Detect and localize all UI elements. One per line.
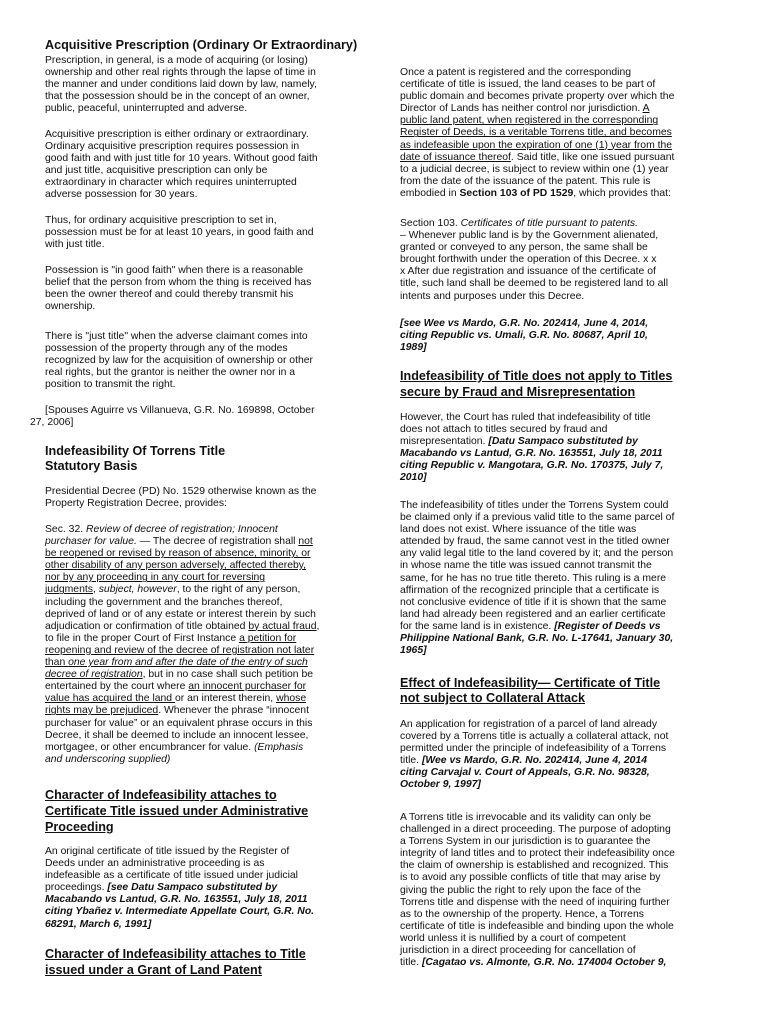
text-run: than	[45, 657, 69, 669]
text-line: permitted under the principle of indefeasibility of a Torrens	[400, 743, 667, 755]
text-line: indefeasible as a certificate of title issued under judicial	[45, 870, 298, 882]
text-run: judgments	[45, 584, 93, 596]
text-line: the claim of ownership is established and recognized. This	[400, 860, 669, 872]
text-run: . Whenever the phrase “innocent	[158, 705, 309, 717]
text-line: – Whenever public land is by the Government alienated,	[400, 230, 659, 242]
text-line: the manner and under conditions laid down by law, namely,	[45, 79, 317, 91]
heading-admin-proceeding-1: Character of Indefeasibility attaches to	[45, 788, 277, 802]
paragraph-pd1529	[45, 486, 316, 510]
text-line: Possession is "in good faith" when there is a reasonable	[45, 265, 304, 276]
text-line: Macabando vs Lantud, G.R. No. 163551, July 18, 2011	[45, 894, 308, 906]
text-line: good faith and with just title for 10 years. Without good faith	[45, 153, 318, 165]
text-run: Sec. 32.	[45, 524, 87, 535]
text-line: Presidential Decree (PD) No. 1529 otherwise known as the	[45, 486, 317, 497]
text-run: misrepresentation.	[400, 436, 489, 448]
text-line: public land patent, when registered in the corresponding	[400, 115, 659, 127]
text-line: Thus, for ordinary acquisitive prescription to set in,	[45, 215, 277, 226]
heading-admin-proceeding-2: Certificate Title issued under Administrative	[45, 804, 309, 818]
heading-collateral-attack-1: Effect of Indefeasibility— Certificate of Title	[400, 676, 661, 690]
text-line: Register of Deeds, is a veritable Torrens title, and becomes	[400, 127, 672, 139]
text-line: purchaser for value” or an equivalent phrase occurs in this	[45, 717, 313, 729]
text-line: certificate of title is indefeasible and binding upon the whole	[400, 920, 674, 932]
text-run: an innocent purchaser for	[188, 681, 307, 693]
paragraph-prescription-definition	[45, 55, 317, 115]
text-line: 2010]	[400, 472, 427, 484]
text-line: Acquisitive prescription is either ordinary or extraordinary.	[45, 129, 309, 140]
text-line: possession must be for at least 10 years, in good faith and	[45, 227, 314, 239]
text-line: in whose name the title was issued cannot transmit the	[400, 560, 652, 572]
text-line: possession of the property through any of the modes	[45, 343, 288, 355]
text-run: subject, however	[98, 584, 177, 596]
text-line: as to the ownership of the property. Hence, a Torrens	[400, 908, 644, 920]
text-line: been the owner thereof and could thereby transmit his	[45, 289, 294, 301]
heading-land-patent-2: issued under a Grant of Land Patent	[45, 963, 262, 977]
text-line: Philippine National Bank, G.R. No. L-17641, January 30,	[400, 633, 674, 645]
text-run: ,	[316, 620, 320, 632]
text-run: value has acquired the land	[45, 693, 175, 705]
text-line: other disability of any person adversely, affected thereby,	[45, 560, 307, 572]
text-line: world unless it is nullified by a court of competent	[400, 932, 626, 944]
text-line: to a judicial decree, is subject to review within one (1) year	[400, 163, 669, 175]
text-run: rights may be prejudiced	[45, 705, 159, 717]
paragraph-administrative-title	[45, 846, 314, 931]
text-line: giving the public the right to rely upon the face of the	[400, 884, 641, 896]
text-run: title.	[400, 957, 422, 969]
text-line: with just title.	[45, 239, 105, 251]
text-line: integrity of land titles and to protect their indefeasibility once	[400, 848, 675, 860]
paragraph-ordinary-requirement	[45, 215, 314, 251]
text-line: Deeds under an administrative proceeding is as	[45, 858, 265, 870]
text-run: not	[298, 536, 313, 548]
text-line: title, such land shall be deemed to be registered land to all	[400, 278, 669, 290]
text-run: embodied in	[400, 187, 460, 199]
text-line: granted or conveyed to any person, the same shall be	[400, 242, 648, 254]
text-run: mortgagee, or other encumbrancer for value.	[45, 741, 255, 753]
text-line: Once a patent is registered and the corresponding	[400, 67, 632, 78]
text-line: The indefeasibility of titles under the Torrens System could	[400, 500, 669, 511]
text-run: whose	[276, 693, 307, 705]
citation-wee-vs-mardo	[400, 318, 648, 354]
text-line: An application for registration of a parcel of land already	[400, 719, 658, 730]
paragraph-fraud	[400, 412, 663, 485]
text-run: [Datu Sampaco substituted by	[488, 436, 638, 448]
text-line: extraordinary in character which requires uninterrupted	[45, 177, 297, 189]
text-line: brought forthwith under the operation of this Decree. x x	[400, 254, 657, 266]
text-line: and underscoring supplied)	[45, 753, 171, 765]
text-run: (Emphasis	[254, 741, 304, 753]
text-line: x After due registration and issuance of the certificate of	[400, 266, 656, 278]
text-line: intents and purposes under this Decree.	[400, 290, 585, 302]
paragraph-ordinary-extraordinary	[45, 129, 318, 202]
text-line: be reopened or revised by reason of absence, minority, or	[45, 548, 311, 560]
text-line: Prescription, in general, is a mode of acquiring (or losing)	[45, 55, 308, 66]
text-line: be claimed only if a previous valid title to the same parcel of	[400, 512, 675, 524]
text-line: October 9, 1997]	[400, 779, 481, 791]
text-run: adjudication or confirmation of title obtained	[45, 620, 249, 632]
text-run: . Said title, like one issued pursuant	[510, 151, 675, 163]
text-line: Macabando vs Lantud, G.R. No. 163551, July 18, 2011	[400, 448, 663, 460]
text-line: recognized by law for the acquisition of ownership or other	[45, 355, 313, 367]
text-run: , to the right of any person,	[176, 584, 301, 596]
text-line: reopening and review of the decree of registration not later	[45, 644, 315, 656]
text-run: ,	[92, 584, 99, 596]
section-103-quote	[400, 218, 668, 303]
text-line: citing Carvajal v. Court of Appeals, G.R. No. 98328,	[400, 767, 650, 779]
text-run: Review of decree of registration; Innocent	[86, 524, 278, 535]
text-run: [see Datu Sampaco substituted by	[107, 882, 278, 894]
text-run: by actual fraud	[248, 620, 317, 632]
text-run: for the same land is in existence.	[400, 620, 555, 632]
text-line: including the government and the branches thereof,	[45, 596, 283, 608]
text-line: Decree, it shall be deemed to include an innocent lessee,	[45, 729, 309, 741]
paragraph-good-faith	[45, 265, 311, 313]
text-run: or an interest therein,	[174, 693, 277, 705]
text-line: citing Republic vs. Umali, G.R. No. 80687, April 10,	[400, 330, 648, 342]
text-run: [Register of Deeds vs	[554, 620, 661, 632]
paragraph-collateral-attack	[400, 719, 668, 792]
text-line: not conclusive evidence of title if it is shown that the same	[400, 596, 667, 608]
text-line: position to transmit the right.	[45, 379, 176, 391]
text-line: A Torrens title is irrevocable and its validity can only be	[400, 812, 652, 823]
heading-land-patent-1: Character of Indefeasibility attaches to Title	[45, 947, 306, 961]
text-line: covered by a Torrens title is actually a collateral attack, not	[400, 731, 669, 743]
paragraph-patent-registered	[400, 67, 674, 200]
text-line: challenged in a direct proceeding. The purpose of adopting	[400, 824, 671, 836]
text-line: [Spouses Aguirre vs Villanueva, G.R. No. 169898, October	[45, 405, 315, 416]
text-line: does not attach to titles secured by fraud and	[400, 424, 608, 436]
text-line: [see Wee vs Mardo, G.R. No. 202414, June 4, 2014,	[400, 318, 649, 329]
text-line: land does not exist. Where issuance of the title was	[400, 524, 637, 536]
text-line: public domain and becomes private property over which the	[400, 91, 675, 103]
text-line: that the possession should be in the concept of an owner,	[45, 91, 310, 103]
text-run: a petition for	[239, 632, 297, 644]
text-line: is to avoid any possible conflicts of title that may arise by	[400, 872, 661, 884]
text-line: Torrens title and dispense with the need of inquiring further	[400, 896, 670, 908]
heading-admin-proceeding-3: Proceeding	[45, 820, 114, 834]
section-32-quote	[45, 524, 319, 766]
text-line: Ordinary acquisitive prescription requires possession in	[45, 141, 300, 153]
paragraph-torrens-irrevocable	[400, 812, 675, 969]
text-run: purchaser for value.	[45, 536, 137, 548]
text-run: — The decree of registration shall	[136, 536, 299, 548]
text-line: and just title, acquisitive prescription can only be	[45, 165, 268, 177]
heading-statutory-basis: Statutory Basis	[45, 459, 138, 473]
text-line: land had already been registered and an earlier certificate	[400, 608, 666, 620]
text-run: decree of registration	[45, 669, 143, 681]
text-run: [Cagatao vs. Almonte, G.R. No. 174004 October 9,	[421, 957, 667, 969]
text-line: 1965]	[400, 645, 427, 657]
paragraph-previous-valid-title	[400, 500, 674, 657]
text-run: [Wee vs Mardo, G.R. No. 202414, June 4, 2014	[421, 755, 647, 767]
text-line: ownership and other real rights through the lapse of time in	[45, 67, 316, 79]
text-line: 27, 2006]	[30, 417, 74, 429]
text-line: attended by fraud, the same cannot vest in the titled owner	[400, 536, 670, 548]
text-run: , which provides that:	[573, 187, 671, 199]
citation-aguirre	[30, 405, 315, 429]
text-line: belief that the person from whom the thing is received has	[45, 277, 312, 289]
text-line: deprived of land or of any estate or interest therein by such	[45, 608, 316, 620]
text-line: citing Ybañez v. Intermediate Appellate Court, G.R. No.	[45, 906, 315, 918]
text-line: Property Registration Decree, provides:	[45, 498, 227, 510]
text-run: one year from and after the date of the entry of such	[68, 657, 308, 669]
heading-indefeasibility: Indefeasibility Of Torrens Title	[45, 444, 226, 458]
text-line: citing Republic v. Mangotara, G.R. No. 170375, July 7,	[400, 460, 664, 472]
text-line: There is "just title" when the adverse claimant comes into	[45, 331, 308, 342]
text-line: same, for he has no true title thereto. This ruling is a mere	[400, 572, 667, 584]
text-line: ownership.	[45, 301, 96, 313]
text-run: date of issuance thereof	[400, 151, 511, 163]
text-line: nor by any proceeding in any court for reversing	[45, 572, 266, 584]
text-line: 68291, March 6, 1991]	[45, 918, 152, 930]
text-line: a Torrens System in our jurisdiction is to guarantee the	[400, 836, 651, 848]
text-line: as indefeasible upon the expiration of one (1) year from the	[400, 139, 673, 151]
text-run: , but in no case shall such petition be	[142, 669, 314, 681]
text-run: A	[642, 103, 650, 115]
text-run: title.	[400, 755, 422, 767]
heading-fraud-1: Indefeasibility of Title does not apply to Titles	[400, 369, 673, 383]
text-line: An original certificate of title issued by the Register of	[45, 846, 290, 857]
text-line: any valid legal title to the land covered by it; and the person	[400, 548, 674, 560]
heading-fraud-2: secure by Fraud and Misrepresentation	[400, 385, 636, 399]
text-run: entertained by the court where	[45, 681, 189, 693]
text-run: to file in the proper Court of First Instance	[45, 632, 240, 644]
text-run: Director of Lands has neither control nor jurisdiction.	[400, 103, 643, 115]
heading-acquisitive-prescription: Acquisitive Prescription (Ordinary Or Extraordinary)	[45, 38, 358, 52]
text-run: proceedings.	[45, 882, 108, 894]
text-line: from the date of the issuance of the patent. This rule is	[400, 175, 651, 187]
text-line: certificate of title is issued, the land ceases to be part of	[400, 79, 656, 91]
text-run: Section 103 of PD 1529	[459, 187, 574, 199]
text-line: However, the Court has ruled that indefeasibility of title	[400, 412, 651, 423]
text-line: 1989]	[400, 342, 427, 354]
text-line: public, peaceful, uninterrupted and adverse.	[45, 103, 248, 115]
heading-collateral-attack-2: not subject to Collateral Attack	[400, 691, 585, 705]
paragraph-just-title	[45, 331, 313, 391]
text-run: Certificates of title pursuant to patents.	[460, 218, 638, 229]
text-line: affirmation of the recognized principle that a certificate is	[400, 584, 660, 596]
text-line: real rights, but the grantor is neither the owner nor in a	[45, 367, 296, 379]
text-line: adverse possession for 30 years.	[45, 189, 198, 201]
text-line: jurisdiction in a direct proceeding for cancellation of	[400, 945, 636, 957]
text-run: Section 103.	[400, 218, 461, 229]
